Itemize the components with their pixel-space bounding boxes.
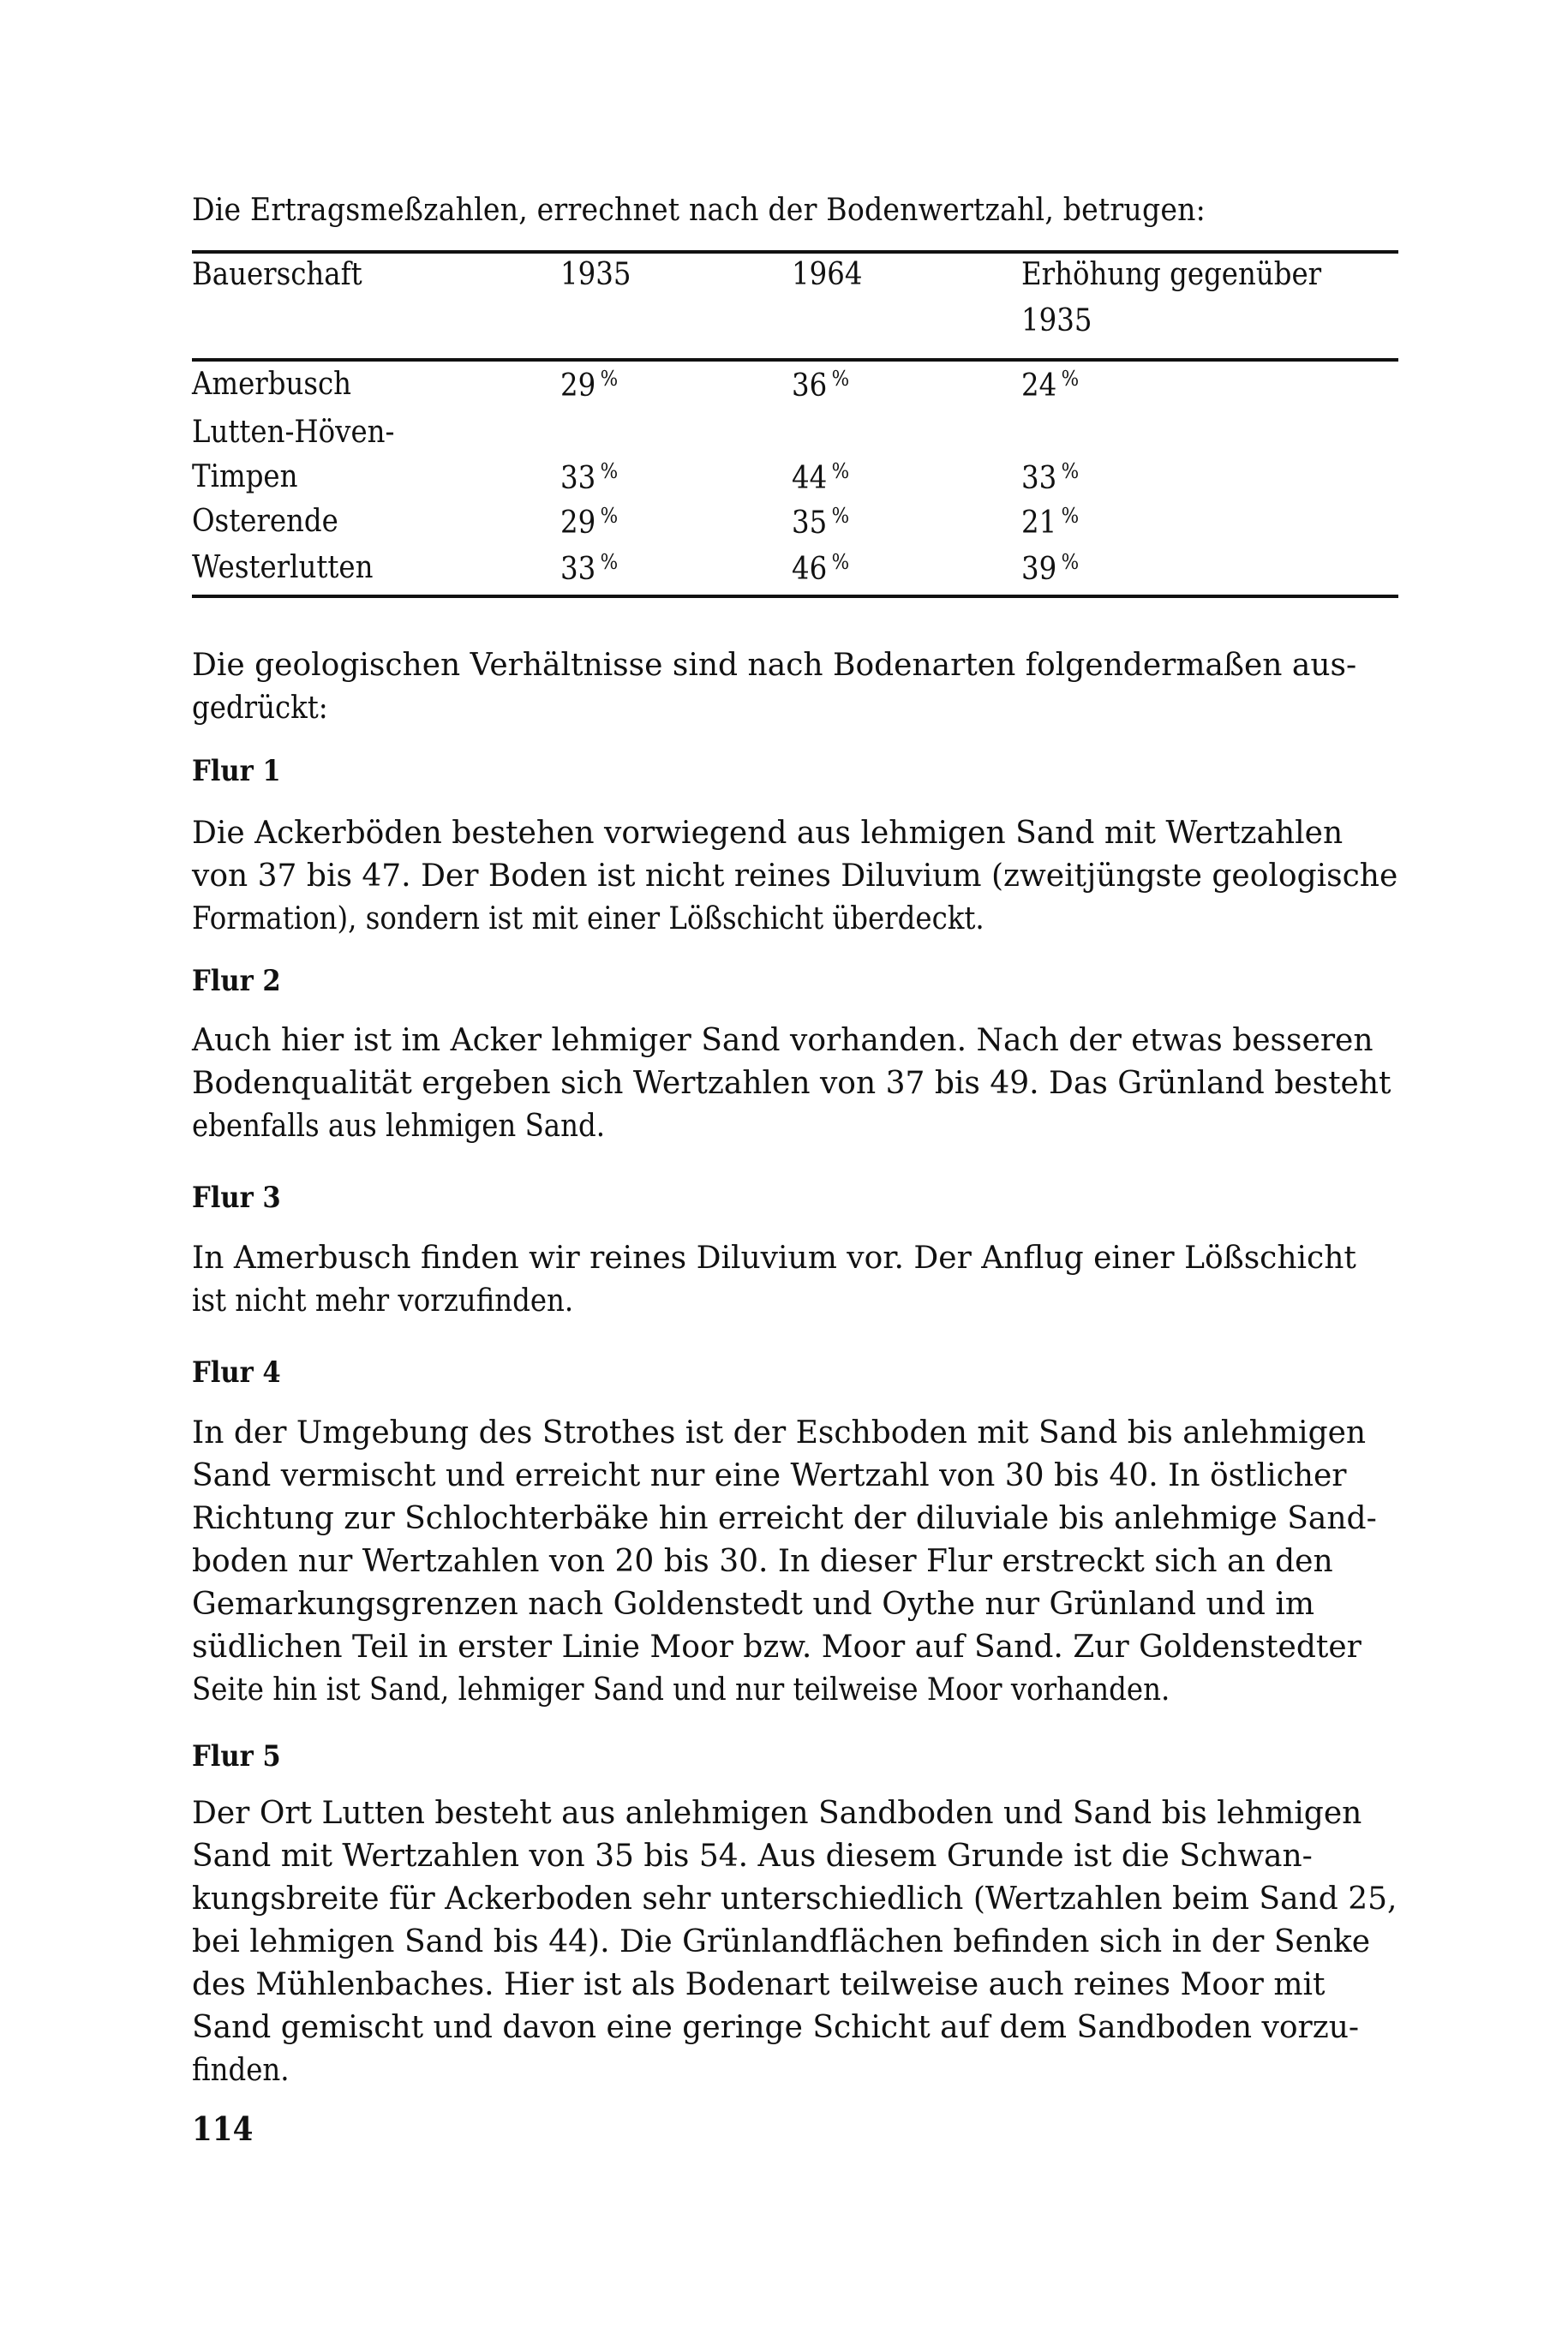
row-increase: 21 % — [1021, 504, 1080, 541]
table-header-rule — [192, 358, 1398, 362]
row-1964: 36 % — [792, 367, 850, 404]
row-1935: 29 % — [560, 367, 619, 404]
text-line: gedrückt: — [192, 691, 328, 726]
text-line: finden. — [192, 2053, 290, 2088]
text-line: südlichen Teil in erster Linie Moor bzw. Moor auf Sand. Zur Goldenstedter — [192, 1630, 1362, 1665]
row-increase: 39 % — [1021, 550, 1080, 587]
section-heading-flur-4: Flur 4 — [192, 1355, 281, 1390]
text-line: von 37 bis 47. Der Boden ist nicht reines Diluvium (zweitjüngste geologische — [192, 858, 1398, 894]
text-line: Auch hier ist im Acker lehmiger Sand vorhanden. Nach der etwas besseren — [192, 1023, 1373, 1058]
text-line: Die geologischen Verhältnisse sind nach Bodenarten folgendermaßen aus- — [192, 648, 1357, 683]
text-line: bei lehmigen Sand bis 44). Die Grünlandflächen befinden sich in der Senke — [192, 1924, 1371, 1959]
section-body-flur-2 — [192, 1020, 1398, 1148]
section-heading-flur-5: Flur 5 — [192, 1739, 281, 1774]
row-name-cont: Timpen — [192, 459, 298, 494]
row-1935: 29 % — [560, 504, 619, 541]
text-line: ebenfalls aus lehmigen Sand. — [192, 1109, 606, 1144]
section-body-flur-1 — [192, 812, 1398, 941]
text-line: ist nicht mehr vorzufinden. — [192, 1283, 574, 1319]
section-body-flur-4 — [192, 1412, 1398, 1712]
text-line: Sand mit Wertzahlen von 35 bis 54. Aus diesem Grunde ist die Schwan- — [192, 1839, 1313, 1874]
text-line: des Mühlenbaches. Hier ist als Bodenart teilweise auch reines Moor mit — [192, 1967, 1326, 2002]
row-1964: 46 % — [792, 550, 850, 587]
header-1935: 1935 — [560, 257, 631, 292]
row-1964: 44 % — [792, 459, 850, 496]
row-1935: 33 % — [560, 459, 619, 496]
text-line: Sand vermischt und erreicht nur eine Wertzahl von 30 bis 40. In östlicher — [192, 1458, 1347, 1493]
header-increase: Erhöhung gegenüber — [1021, 257, 1322, 292]
section-body-flur-5 — [192, 1792, 1398, 2092]
text-line: Der Ort Lutten besteht aus anlehmigen Sandboden und Sand bis lehmigen — [192, 1796, 1362, 1831]
table-bottom-rule — [192, 595, 1398, 598]
text-line: Die Ackerböden bestehen vorwiegend aus lehmigen Sand mit Wertzahlen — [192, 816, 1344, 851]
row-name: Westerlutten — [192, 550, 374, 585]
text-line: Sand gemischt und davon eine geringe Schicht auf dem Sandboden vorzu- — [192, 2010, 1360, 2045]
header-bauerschaft: Bauerschaft — [192, 257, 362, 292]
text-line: boden nur Wertzahlen von 20 bis 30. In dieser Flur erstreckt sich an den — [192, 1544, 1333, 1579]
text-line: Gemarkungsgrenzen nach Goldenstedt und Oythe nur Grünland und im — [192, 1587, 1314, 1622]
section-heading-flur-1: Flur 1 — [192, 754, 281, 788]
header-increase-year: 1935 — [1021, 303, 1092, 338]
row-name: Amerbusch — [192, 367, 352, 402]
header-1964: 1964 — [792, 257, 863, 292]
row-increase: 24 % — [1021, 367, 1080, 404]
text-line: In Amerbusch finden wir reines Diluvium vor. Der Anflug einer Lößschicht — [192, 1241, 1356, 1276]
text-line: Bodenqualität ergeben sich Wertzahlen von 37 bis 49. Das Grünland besteht — [192, 1066, 1391, 1101]
row-name: Osterende — [192, 504, 338, 539]
page-number: 114 — [192, 2109, 254, 2148]
row-1935: 33 % — [560, 550, 619, 587]
geology-intro — [192, 644, 1398, 730]
intro-sentence: Die Ertragsmeßzahlen, errechnet nach der Bodenwertzahl, betrugen: — [192, 193, 1206, 228]
text-line: Richtung zur Schlochterbäke hin erreicht der diluviale bis anlehmige Sand- — [192, 1501, 1377, 1536]
row-name: Lutten-Höven- — [192, 415, 395, 450]
section-body-flur-3 — [192, 1237, 1398, 1323]
table-top-rule — [192, 250, 1398, 254]
text-line: kungsbreite für Ackerboden sehr unterschiedlich (Wertzahlen beim Sand 25, — [192, 1881, 1397, 1917]
text-line: In der Umgebung des Strothes ist der Eschboden mit Sand bis anlehmigen — [192, 1415, 1367, 1451]
row-increase: 33 % — [1021, 459, 1080, 496]
row-1964: 35 % — [792, 504, 850, 541]
section-heading-flur-3: Flur 3 — [192, 1181, 281, 1215]
text-line: Formation), sondern ist mit einer Lößschicht überdeckt. — [192, 901, 984, 936]
section-heading-flur-2: Flur 2 — [192, 964, 281, 998]
text-line: Seite hin ist Sand, lehmiger Sand und nur teilweise Moor vorhanden. — [192, 1672, 1170, 1708]
